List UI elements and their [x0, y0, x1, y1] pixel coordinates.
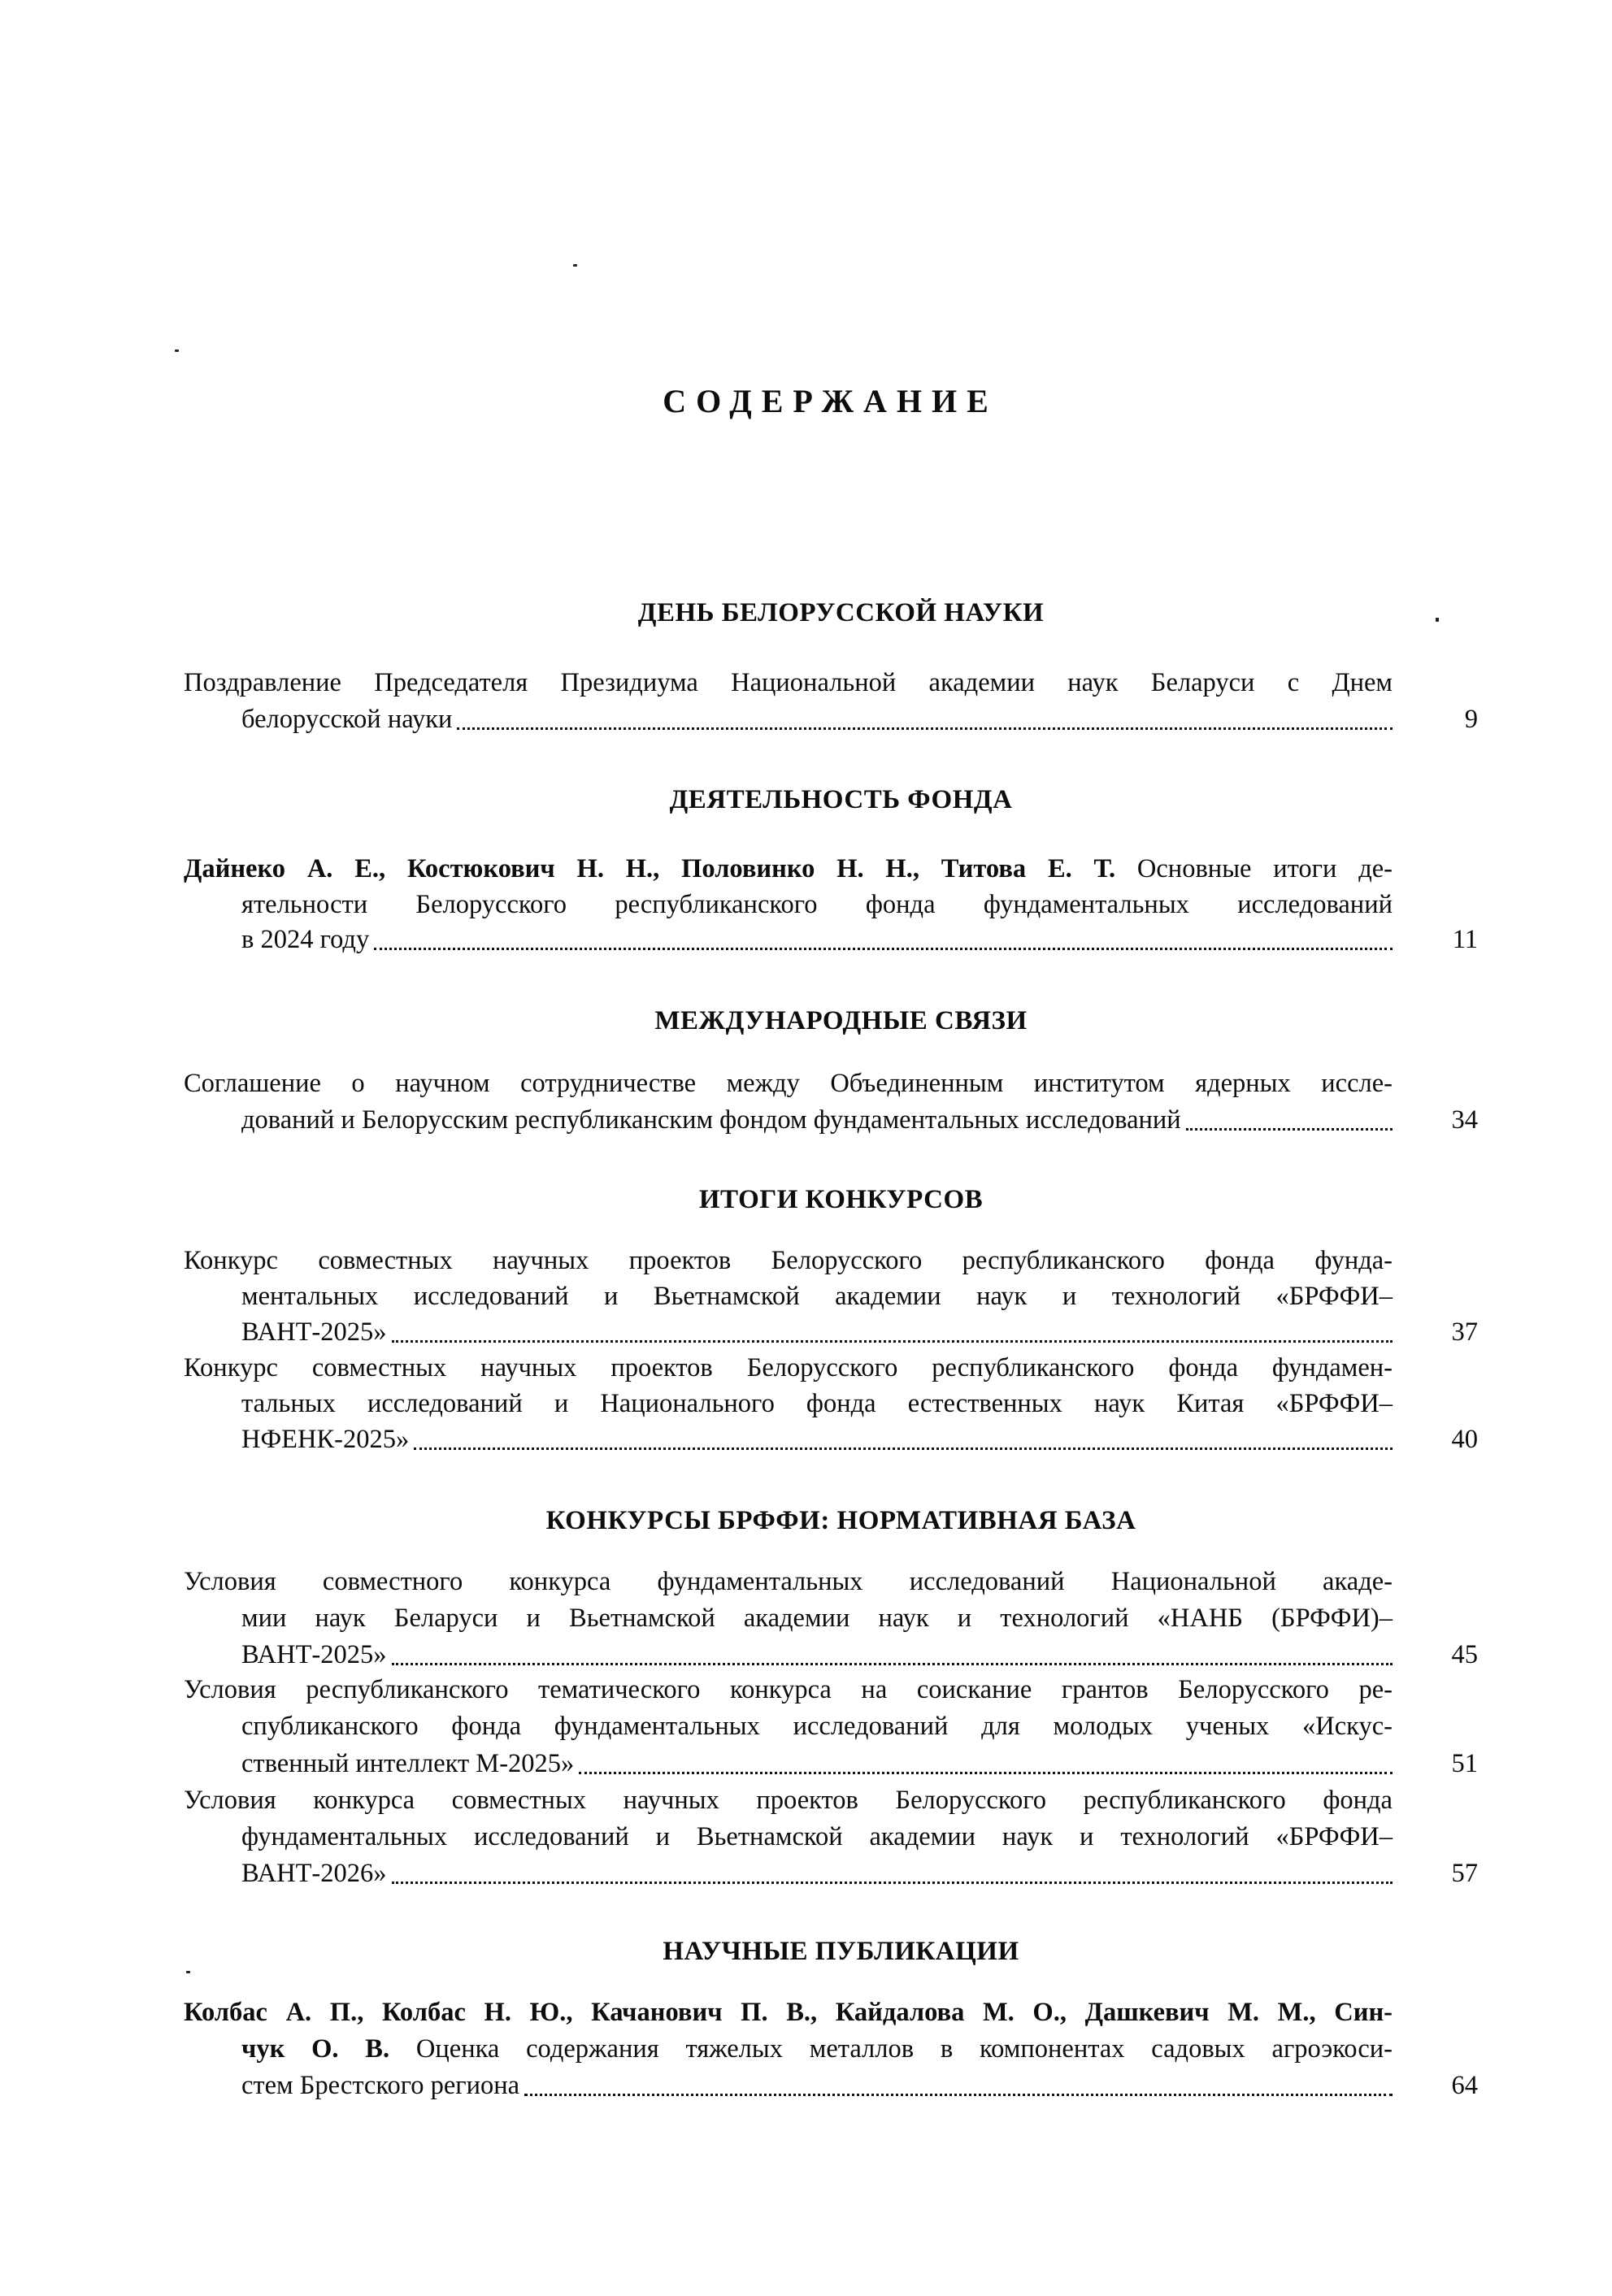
entry-line: Условия республиканского тематического конкурса на соискание грантов Белорусского ре-	[184, 1675, 1393, 1704]
dot-leader	[392, 1882, 1393, 1884]
entry-line: Конкурс совместных научных проектов Белорусского республиканского фонда фундамен-	[184, 1353, 1393, 1382]
entry-line: в 2024 году	[241, 922, 1393, 957]
entry-line: фундаментальных исследований и Вьетнамской академии наук и технологий «БРФФИ–	[241, 1822, 1393, 1851]
section-header: НАУЧНЫЕ ПУБЛИКАЦИИ	[663, 1937, 1019, 1966]
section-header: ДЕЯТЕЛЬНОСТЬ ФОНДА	[669, 785, 1013, 814]
entry-line: ментальных исследований и Вьетнамской академии наук и технологий «БРФФИ–	[241, 1282, 1393, 1311]
section-header: ДЕНЬ БЕЛОРУССКОЙ НАУКИ	[637, 598, 1045, 627]
entry-line: Условия совместного конкурса фундаментальных исследований Национальной акаде-	[184, 1567, 1393, 1596]
dot-leader	[457, 727, 1393, 730]
entry-line: Условия конкурса совместных научных проектов Белорусского республиканского фонда	[184, 1786, 1393, 1815]
dot-leader	[392, 1663, 1393, 1665]
entry-line: НФЕНК-2025»	[241, 1421, 1393, 1457]
entry-line: Дайнеко А. Е., Костюкович Н. Н., Половинко Н. Н., Титова Е. Т. Основные итоги де-	[184, 854, 1393, 883]
dot-leader	[392, 1340, 1393, 1343]
scan-speck	[186, 1971, 190, 1973]
entry-line: спубликанского фонда фундаментальных исследований для молодых ученых «Искус-	[241, 1712, 1393, 1741]
scan-speck	[573, 264, 577, 267]
page-title: СОДЕРЖАНИЕ	[663, 383, 998, 419]
dot-leader	[374, 948, 1393, 950]
page-number: 37	[1451, 1317, 1478, 1347]
entry-line: ятельности Белорусского республиканского фонда фундаментальных исследований	[241, 890, 1393, 919]
section-header: КОНКУРСЫ БРФФИ: НОРМАТИВНАЯ БАЗА	[545, 1506, 1136, 1535]
page-number: 34	[1451, 1105, 1478, 1135]
scan-speck	[175, 349, 179, 352]
entry-line: белорусской науки	[241, 701, 1393, 737]
entry-line: ВАНТ-2026»	[241, 1855, 1393, 1891]
page-number: 9	[1464, 705, 1478, 734]
page-number: 64	[1451, 2071, 1478, 2100]
page-number: 57	[1451, 1859, 1478, 1888]
entry-line: ВАНТ-2025»	[241, 1314, 1393, 1350]
scan-speck	[1436, 618, 1439, 622]
entry-line: тальных исследований и Национального фонда естественных наук Китая «БРФФИ–	[241, 1389, 1393, 1418]
dot-leader	[1186, 1128, 1393, 1131]
page-number: 45	[1451, 1640, 1478, 1669]
dot-leader	[414, 1447, 1393, 1450]
section-header: МЕЖДУНАРОДНЫЕ СВЯЗИ	[654, 1006, 1028, 1035]
entry-line: Колбас А. П., Колбас Н. Ю., Качанович П. В., Кайдалова М. О., Дашкевич М. М., Син-	[184, 1998, 1393, 2027]
section-header: ИТОГИ КОНКУРСОВ	[698, 1185, 984, 1214]
page-number: 40	[1451, 1425, 1478, 1454]
dot-leader	[579, 1772, 1393, 1774]
page-number: 11	[1452, 925, 1478, 954]
page-number: 51	[1451, 1749, 1478, 1778]
entry-line: Соглашение о научном сотрудничестве между Объединенным институтом ядерных иссле-	[184, 1069, 1393, 1098]
entry-line: дований и Белорусским республиканским фондом фундаментальных исследований	[241, 1102, 1393, 1138]
dot-leader	[524, 2094, 1393, 2096]
entry-line: мии наук Беларуси и Вьетнамской академии наук и технологий «НАНБ (БРФФИ)–	[241, 1604, 1393, 1633]
entry-line: стем Брестского региона	[241, 2068, 1393, 2103]
entry-line: чук О. В. Оценка содержания тяжелых металлов в компонентах садовых агроэкоси-	[241, 2034, 1393, 2064]
entry-line: ственный интеллект М-2025»	[241, 1746, 1393, 1782]
entry-line: ВАНТ-2025»	[241, 1637, 1393, 1673]
entry-line: Поздравление Председателя Президиума Национальной академии наук Беларуси с Днем	[184, 668, 1393, 697]
entry-line: Конкурс совместных научных проектов Белорусского республиканского фонда фунда-	[184, 1246, 1393, 1275]
